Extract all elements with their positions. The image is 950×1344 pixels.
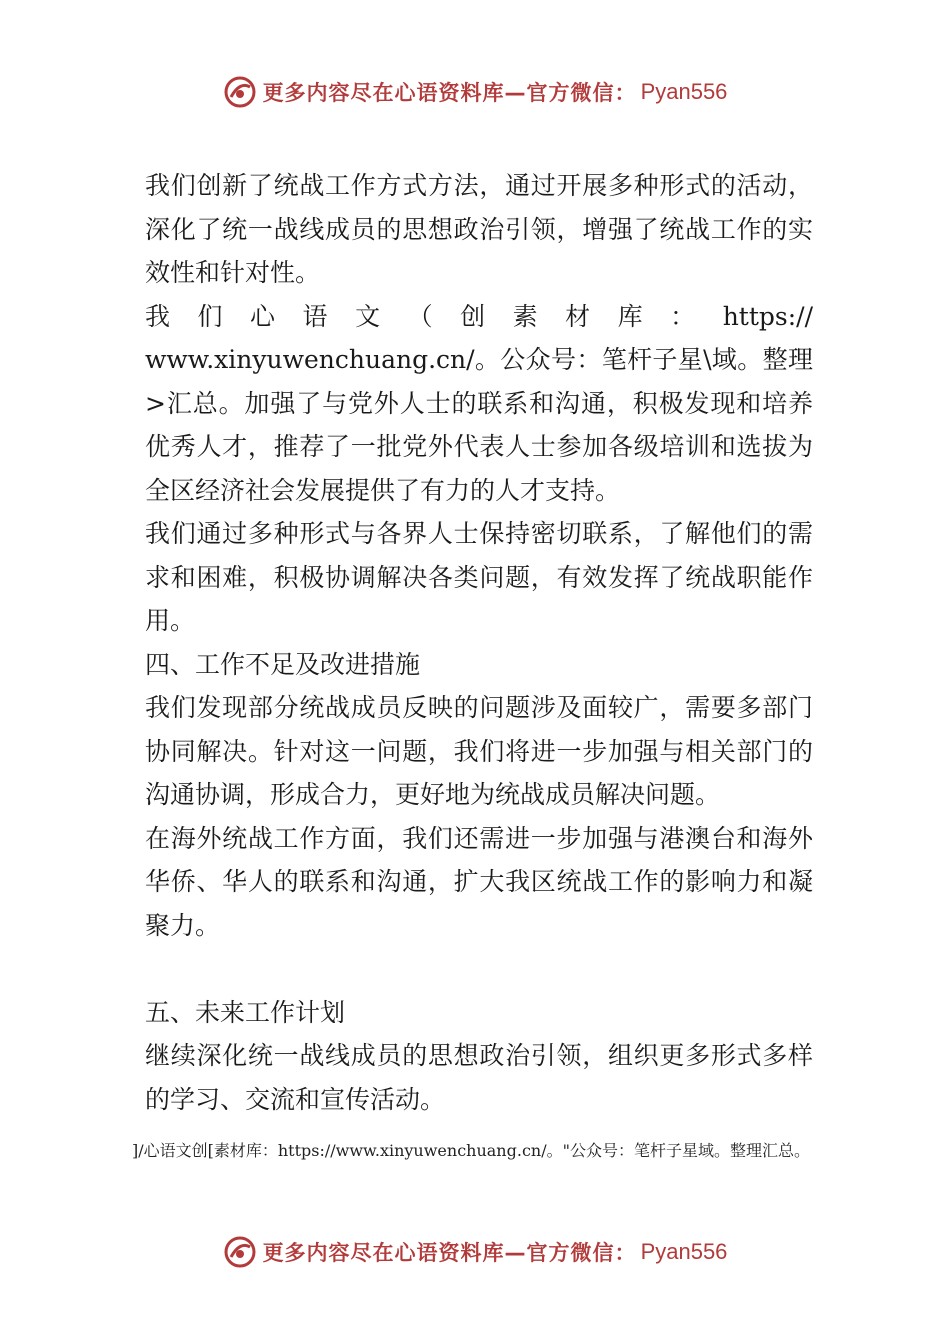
section-heading: 五、未来工作计划 — [145, 997, 346, 1027]
banner-wechat-id: Pyan556 — [640, 1239, 728, 1264]
banner-wechat-id: Pyan556 — [640, 79, 728, 104]
paragraph: 我们心语文（创素材库：https:// — [145, 301, 813, 331]
section-heading: 四、工作不足及改进措施 — [145, 649, 421, 679]
paragraph: 在海外统战工作方面，我们还需进一步加强与港澳台和海外华侨、华人的联系和沟通，扩大我区统战工作的影响力和凝聚力。 — [145, 823, 813, 940]
paragraph: 我们通过多种形式与各界人士保持密切联系，了解他们的需求和困难，积极协调解决各类问题，有效发挥了统战职能作用。 — [145, 519, 813, 635]
banner-text: 更多内容尽在心语资料库—官方微信： — [262, 1241, 637, 1265]
footnote: ]/心语文创[素材库：https://www.xinyuwenchuang.cn/。"公众号：笔杆子星域。整理汇总。 — [132, 1141, 810, 1160]
document-body — [145, 164, 813, 1121]
footer-banner — [0, 1230, 950, 1274]
paragraph: 继续深化统一战线成员的思想政治引领，组织更多形式多样的学习、交流和宣传活动。 — [145, 1041, 813, 1114]
logo-icon — [223, 1235, 257, 1269]
paragraph: 我们发现部分统战成员反映的问题涉及面较广，需要多部门协同解决。针对这一问题，我们将进一步加强与相关部门的沟通协调，形成合力，更好地为统战成员解决问题。 — [145, 693, 813, 809]
paragraph-gap — [145, 947, 813, 991]
paragraph: www.xinyuwenchuang.cn/。公众号：笔杆子星\域。整理>汇总。加强了与党外人士的联系和沟通，积极发现和培养优秀人才，推荐了一批党外代表人士参加各级培训和选拔为全区经济社会发展提供了有力的人才支持。 — [145, 345, 813, 505]
paragraph: 我们创新了统战工作方式方法，通过开展多种形式的活动， 深化了统一战线成员的思想政治引领，增强了统战工作的实效性和针对性。 — [145, 171, 813, 287]
header-banner — [0, 70, 950, 114]
logo-icon — [223, 75, 257, 109]
banner-text: 更多内容尽在心语资料库—官方微信： — [262, 81, 637, 105]
